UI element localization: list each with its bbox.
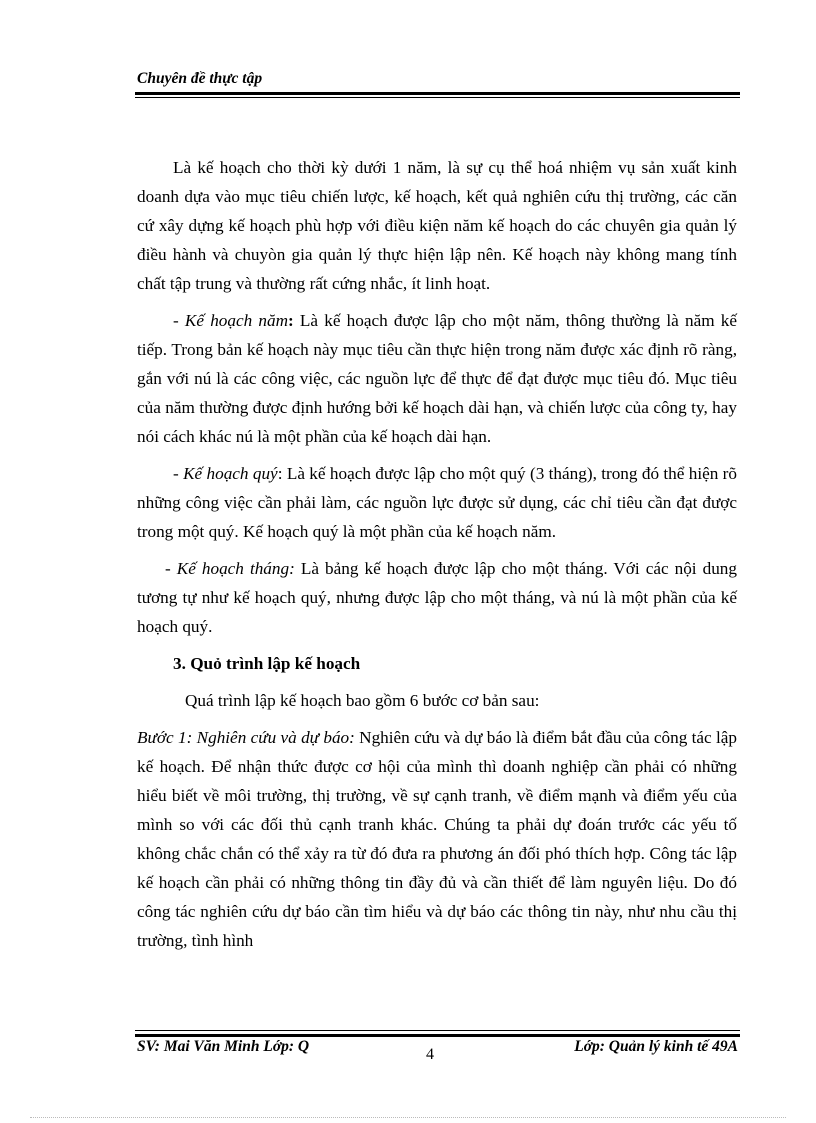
monthly-plan-text: Là bảng kế hoạch được lập cho một tháng. Với các nội dung tương tự như kế hoạch quý, nhưng được lập cho một tháng, và nú là một phần của kế hoạch quý.: [137, 559, 737, 636]
term-step-1: Bước 1: Nghiên cứu và dự báo:: [137, 728, 355, 747]
term-quarterly-plan: - Kế hoạch quý: [173, 464, 278, 483]
term-annual-plan: - Kế hoạch năm: [173, 311, 288, 330]
section-heading: 3. Quỏ trình lập kế hoạch: [173, 654, 361, 673]
paragraph-step-1: [137, 723, 737, 955]
header-rule-thin: [135, 97, 740, 98]
paragraph-quarterly-plan: [137, 459, 737, 546]
page-header-title: Chuyên đề thực tập: [137, 70, 263, 87]
footer-rule-thick: [135, 1034, 740, 1037]
quarterly-plan-text: : Là kế hoạch được lập cho một quý (3 tháng), trong đó thể hiện rõ những công việc cần phải làm, các nguồn lực được sử dụng, các chỉ tiêu cần đạt được trong một quý. Kế hoạch quý là một phần của kế hoạch năm.: [137, 464, 737, 541]
step-1-text: Nghiên cứu và dự báo là điểm bắt đầu của công tác lập kế hoạch. Để nhận thức được cơ hội của mình thì doanh nghiệp cần phải có những hiểu biết về môi trường, thị trường, về sự cạnh tranh, về điểm mạnh và điểm yếu của mình so với các đối thủ cạnh tranh khác. Chúng ta phải dự đoán trước các yếu tố không chắc chắn có thể xảy ra từ đó đưa ra phương án đối phó thích hợp. Công tác lập kế hoạch cần phải có những thông tin đầy đủ và cần thiết để làm nguyên liệu. Do đó công tác nghiên cứu dự báo cần tìm hiểu và dự báo các thông tin này, như nhu cầu thị trường, tình hình: [137, 728, 737, 950]
page-number: 4: [426, 1046, 434, 1063]
header-rule-thick: [135, 92, 740, 95]
footer-student-info: SV: Mai Văn Minh Lớp: Q: [137, 1038, 310, 1055]
term-separator: :: [288, 311, 294, 330]
footer-rule-thin: [135, 1030, 740, 1031]
page-bottom-border: [30, 1117, 786, 1118]
paragraph-short-term-plan: Là kế hoạch cho thời kỳ dưới 1 năm, là sự cụ thể hoá nhiệm vụ sản xuất kinh doanh dựa vào mục tiêu chiến lược, kế hoạch, kết quả nghiên cứu thị trường, các căn cứ xây dựng kế hoạch phù hợp với điều kiện năm kế hoạch do các chuyên gia quản lý điều hành và chuyòn gia quản lý thực hiện lập nên. Kế hoạch này không mang tính chất tập trung và thường rất cứng nhắc, ít linh hoạt.: [137, 158, 737, 293]
paragraph-annual-plan: [137, 306, 737, 451]
footer-class-info: Lớp: Quản lý kinh tế 49A: [574, 1038, 738, 1055]
section-intro: Quá trình lập kế hoạch bao gồm 6 bước cơ bản sau:: [185, 691, 540, 710]
document-body: [137, 153, 737, 955]
annual-plan-text: Là kế hoạch được lập cho một năm, thông thường là năm kế tiếp. Trong bản kế hoạch này mục tiêu cần thực hiện trong năm được xác định rõ ràng, gắn với nú là các công việc, các nguồn lực để thực để đạt được mục tiêu đó. Mục tiêu của năm thường được định hướng bởi kế hoạch dài hạn, và chiến lược của công ty, hay nói cách khác nú là một phần của kế hoạch dài hạn.: [137, 311, 737, 446]
term-monthly-plan: - Kế hoạch tháng:: [165, 559, 295, 578]
paragraph-monthly-plan: [137, 554, 737, 641]
